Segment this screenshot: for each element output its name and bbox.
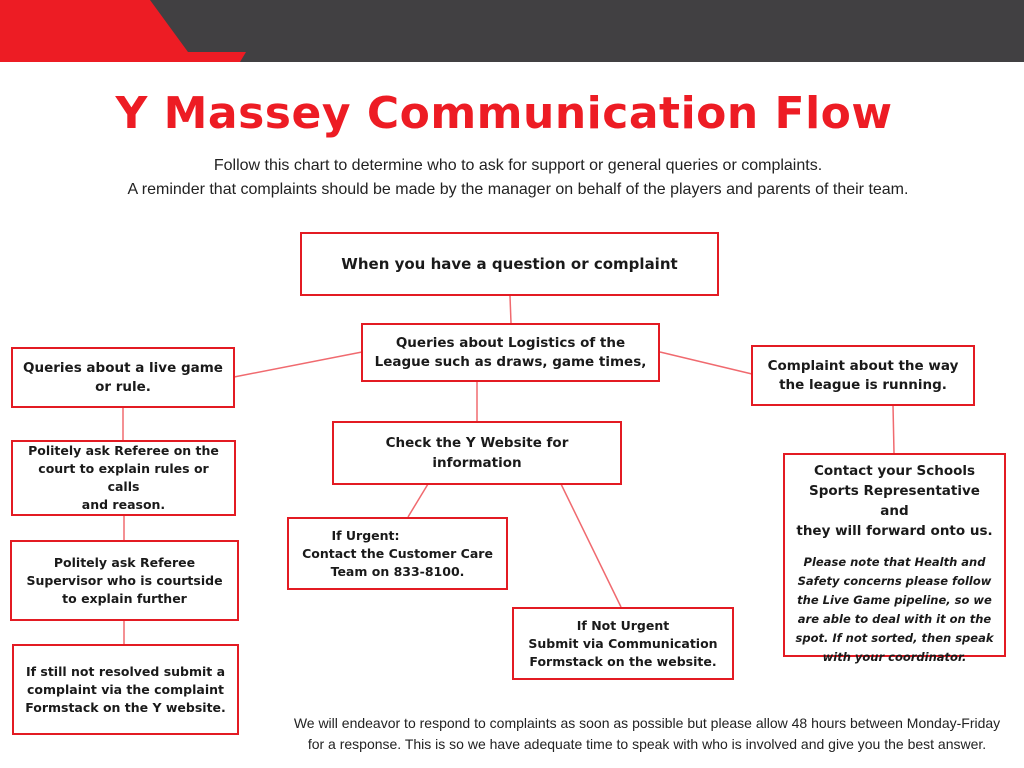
node-logistics bbox=[361, 323, 660, 382]
node-not-resolved bbox=[12, 644, 239, 735]
subtitle-line: A reminder that complaints should be made by the manager on behalf of the players and parents of their team. bbox=[127, 181, 909, 198]
node-text: to explain further bbox=[62, 590, 187, 606]
node-text: Contact your Schools bbox=[813, 463, 976, 479]
node-text: they will forward onto us. bbox=[796, 523, 993, 539]
connector-website-urgent bbox=[408, 484, 428, 517]
node-check-website bbox=[332, 421, 622, 485]
node-text: Politely ask Referee on the bbox=[28, 443, 219, 458]
footer-line: We will endeavor to respond to complaints as soon as possible but please allow 48 hours between Monday-Friday bbox=[293, 715, 1001, 731]
node-urgent bbox=[287, 517, 508, 590]
connector-complaint-sportsrep bbox=[893, 405, 894, 453]
note-text: the Live Game pipeline, so we bbox=[797, 593, 992, 607]
node-text: Formstack on the Y website. bbox=[25, 699, 226, 715]
node-text: If Not Urgent bbox=[576, 617, 670, 633]
subtitle-line: Follow this chart to determine who to ask for support or general queries or complaints. bbox=[213, 157, 823, 174]
note-text: Safety concerns please follow bbox=[797, 574, 992, 588]
node-text: Queries about Logistics of the bbox=[395, 334, 626, 351]
connector-root-logistics bbox=[510, 296, 511, 323]
node-text: or rule. bbox=[95, 378, 151, 395]
connector-website-noturgent bbox=[561, 484, 621, 607]
note-text: with your coordinator. bbox=[822, 650, 967, 664]
node-text: Submit via Communication bbox=[528, 635, 718, 651]
node-text: complaint via the complaint bbox=[27, 681, 224, 697]
note-text: Please note that Health and bbox=[803, 555, 986, 569]
node-text: and reason. bbox=[81, 497, 166, 512]
node-ask-supervisor bbox=[10, 540, 239, 621]
node-text: Complaint about the way bbox=[767, 357, 959, 374]
footer-note bbox=[284, 713, 1010, 755]
node-text: court to explain rules or calls bbox=[38, 461, 209, 494]
node-text: Sports Representative and bbox=[809, 483, 980, 519]
node-live-game bbox=[11, 347, 235, 408]
note-text: spot. If not sorted, then speak bbox=[795, 631, 994, 645]
node-root bbox=[300, 232, 719, 296]
node-text: the league is running. bbox=[779, 376, 947, 393]
node-text: Check the Y Website for bbox=[385, 435, 569, 451]
node-complaint-league bbox=[751, 345, 975, 406]
node-text: Formstack on the website. bbox=[529, 653, 717, 669]
node-text: If still not resolved submit a bbox=[25, 663, 226, 679]
note-text: are able to deal with it on the bbox=[797, 612, 992, 626]
footer-line: for a response. This is so we have adequate time to speak with who is involved and give you the best answer. bbox=[307, 736, 987, 752]
node-ask-referee bbox=[11, 440, 236, 516]
node-text: Contact the Customer Care bbox=[302, 545, 493, 561]
node-text: If Urgent: bbox=[331, 527, 400, 543]
node-sports-rep bbox=[783, 453, 1006, 664]
node-text: League such as draws, game times, bbox=[374, 353, 647, 370]
node-text: Queries about a live game bbox=[23, 359, 223, 376]
node-text: information bbox=[432, 455, 522, 471]
node-text: When you have a question or complaint bbox=[341, 254, 678, 273]
node-not-urgent bbox=[512, 607, 734, 680]
connector-logistics-livegame bbox=[234, 352, 362, 377]
node-text: Supervisor who is courtside bbox=[26, 572, 223, 588]
page-title: Y Massey Communication Flow bbox=[115, 88, 893, 139]
connector-logistics-complaint bbox=[660, 352, 752, 374]
health-safety-note bbox=[796, 553, 994, 667]
node-text: Team on 833-8100. bbox=[330, 563, 465, 579]
node-text: Politely ask Referee bbox=[53, 554, 196, 570]
